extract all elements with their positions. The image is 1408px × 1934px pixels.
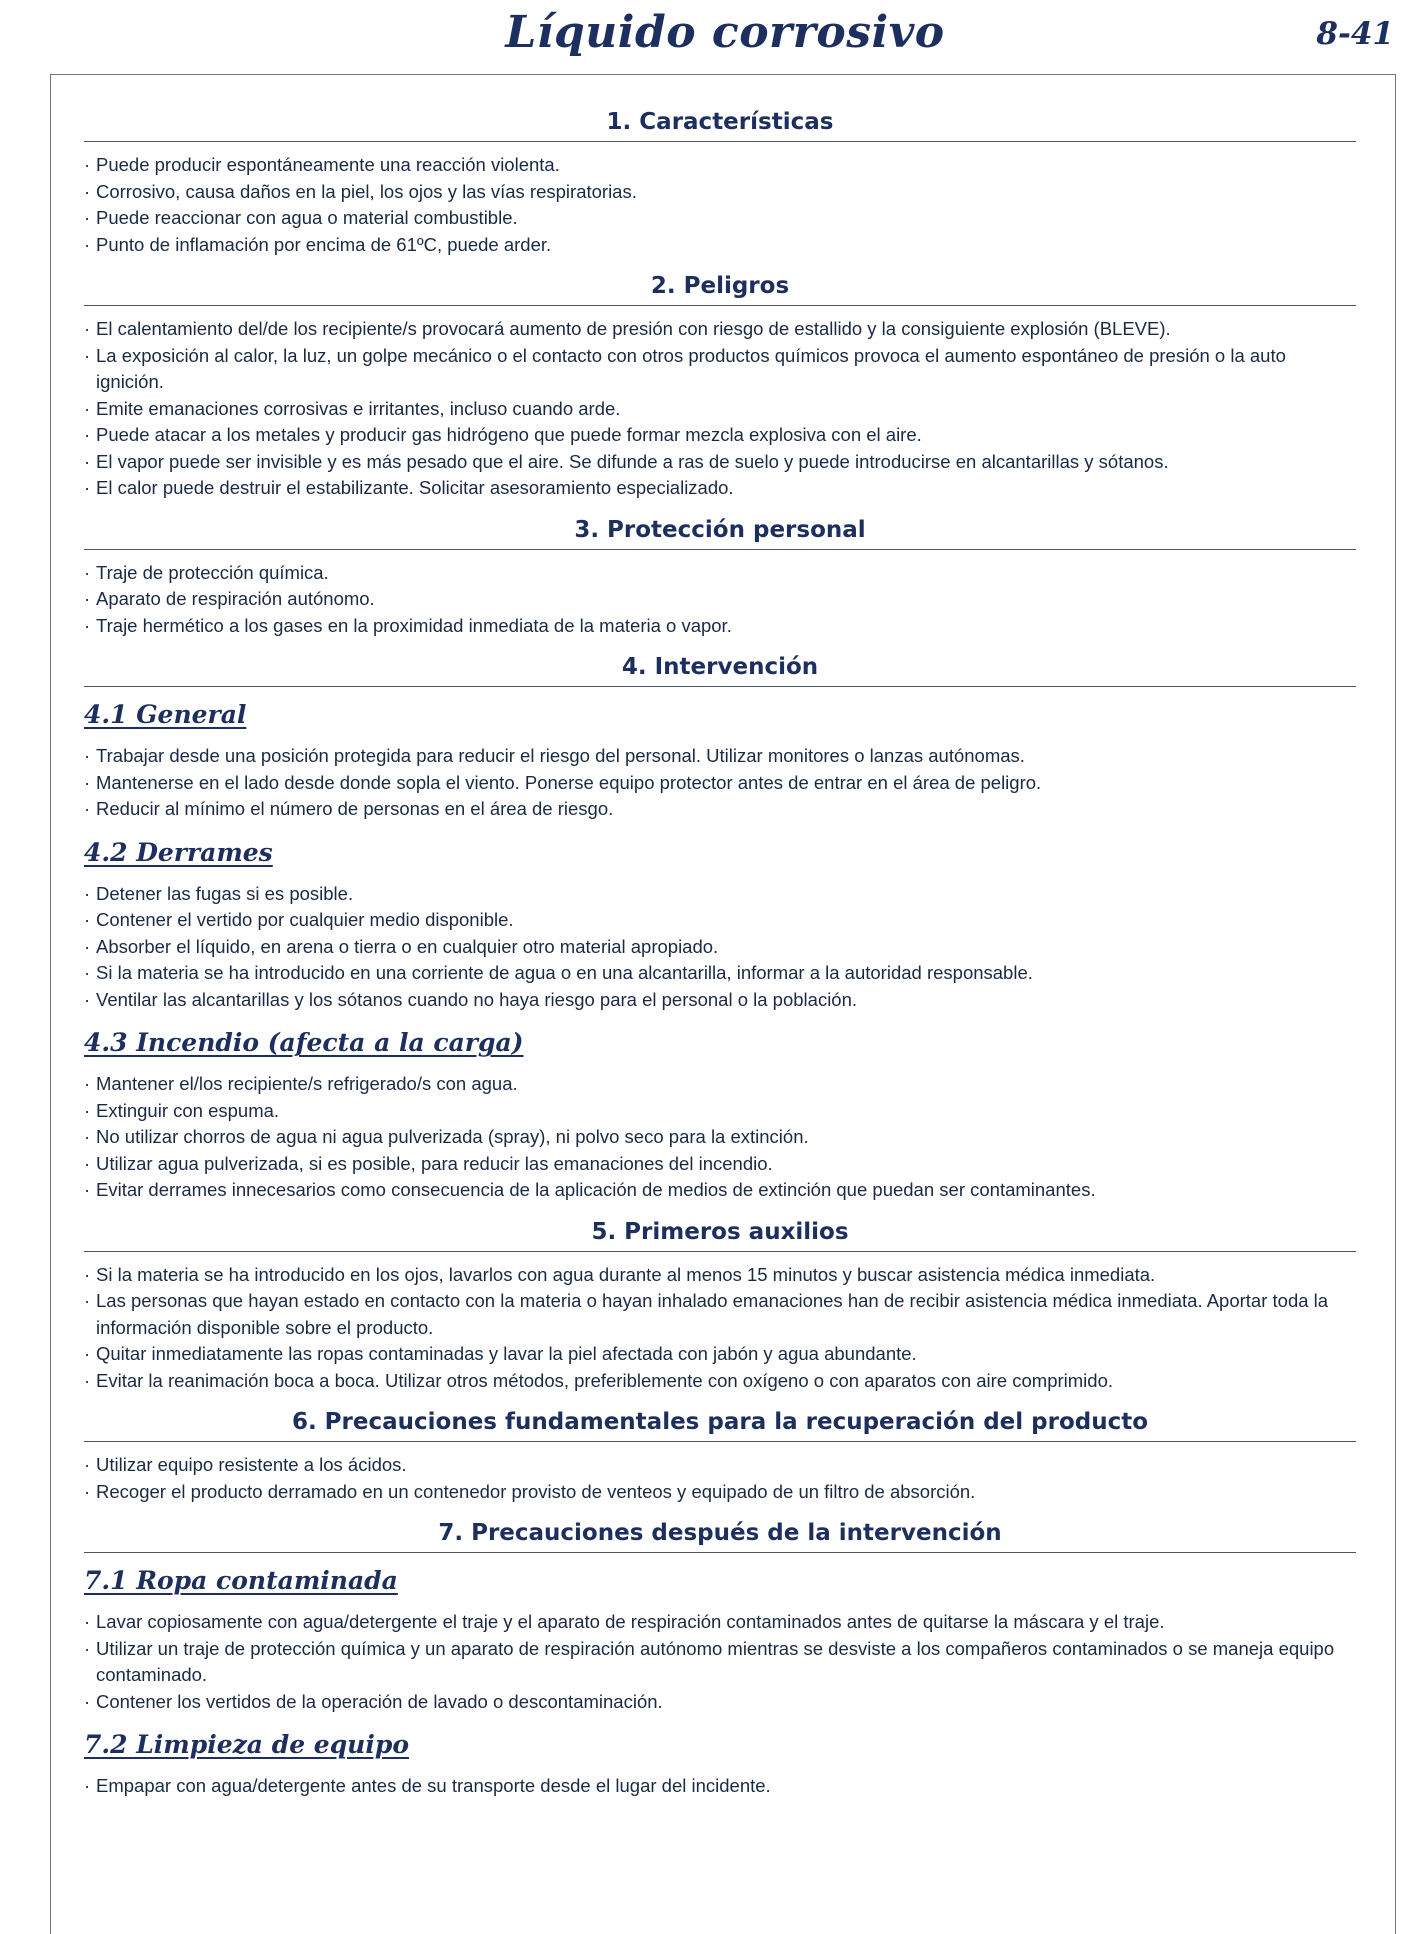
bullet-list <box>84 1609 1356 1715</box>
subsection-title-limpieza-equipo: 7.2 Limpieza de equipo <box>84 1730 410 1759</box>
list-item: · El calentamiento del/de los recipiente/s provocará aumento de presión con riesgo de estallido y la consiguiente explosión (BLEVE). <box>84 316 1356 343</box>
section-title: 1. Características <box>84 106 1356 142</box>
section-title: 6. Precauciones fundamentales para la recuperación del producto <box>84 1406 1356 1442</box>
list-item: · Traje de protección química. <box>84 560 1356 587</box>
list-item: · Evitar derrames innecesarios como consecuencia de la aplicación de medios de extinción que puedan ser contaminantes. <box>84 1177 1356 1204</box>
list-item: · Puede atacar a los metales y producir gas hidrógeno que puede formar mezcla explosiva con el aire. <box>84 422 1356 449</box>
bullet-list <box>84 1262 1356 1395</box>
section-title: 3. Protección personal <box>84 514 1356 550</box>
subsection-title-derrames: 4.2 Derrames <box>84 837 273 867</box>
list-item: · Recoger el producto derramado en un contenedor provisto de venteos y equipado de un filtro de absorción. <box>84 1479 1356 1506</box>
section-title: 2. Peligros <box>84 270 1356 306</box>
section-title: 5. Primeros auxilios <box>84 1216 1356 1252</box>
bullet-list <box>84 743 1356 823</box>
bullet-list <box>84 560 1356 640</box>
section-precauciones-despues <box>84 1517 1356 1800</box>
bullet-list <box>84 152 1356 258</box>
bullet-list <box>84 316 1356 502</box>
list-item: · Extinguir con espuma. <box>84 1098 1356 1125</box>
list-item: · Puede reaccionar con agua o material combustible. <box>84 205 1356 232</box>
list-item: · Aparato de respiración autónomo. <box>84 586 1356 613</box>
list-item: · Emite emanaciones corrosivas e irritantes, incluso cuando arde. <box>84 396 1356 423</box>
list-item: · Empapar con agua/detergente antes de su transporte desde el lugar del incidente. <box>84 1773 1356 1800</box>
list-item: · Mantenerse en el lado desde donde sopla el viento. Ponerse equipo protector antes de entrar en el área de peligro. <box>84 770 1356 797</box>
section-title: 4. Intervención <box>84 651 1356 687</box>
list-item: · Punto de inflamación por encima de 61ºC, puede arder. <box>84 232 1356 259</box>
list-item: · Puede producir espontáneamente una reacción violenta. <box>84 152 1356 179</box>
list-item: · Corrosivo, causa daños en la piel, los ojos y las vías respiratorias. <box>84 179 1356 206</box>
section-proteccion-personal <box>84 514 1356 640</box>
document-title: Líquido corrosivo <box>505 7 945 58</box>
list-item: · Contener el vertido por cualquier medio disponible. <box>84 907 1356 934</box>
list-item: · Utilizar equipo resistente a los ácidos. <box>84 1452 1356 1479</box>
page-header <box>0 0 1408 66</box>
list-item: · Utilizar un traje de protección química y un aparato de respiración autónomo mientras se desviste a los compañeros contaminados o se maneja equipo contaminado. <box>84 1636 1356 1689</box>
bullet-list <box>84 881 1356 1014</box>
list-item: · Si la materia se ha introducido en una corriente de agua o en una alcantarilla, informar a la autoridad responsable. <box>84 960 1356 987</box>
section-precauciones-recuperacion <box>84 1406 1356 1505</box>
list-item: · No utilizar chorros de agua ni agua pulverizada (spray), ni polvo seco para la extinción. <box>84 1124 1356 1151</box>
subsection-title-general: 4.1 General <box>84 700 247 729</box>
subsection-title-incendio: 4.3 Incendio (afecta a la carga) <box>84 1028 524 1057</box>
list-item: · Traje hermético a los gases en la proximidad inmediata de la materia o vapor. <box>84 613 1356 640</box>
list-item: · Contener los vertidos de la operación de lavado o descontaminación. <box>84 1689 1356 1716</box>
section-primeros-auxilios <box>84 1216 1356 1395</box>
bullet-list <box>84 1452 1356 1505</box>
list-item: · Absorber el líquido, en arena o tierra o en cualquier otro material apropiado. <box>84 934 1356 961</box>
list-item: · Utilizar agua pulverizada, si es posible, para reducir las emanaciones del incendio. <box>84 1151 1356 1178</box>
list-item: · El vapor puede ser invisible y es más pesado que el aire. Se difunde a ras de suelo y puede introducirse en alcantarillas y sótanos. <box>84 449 1356 476</box>
bullet-list <box>84 1773 1356 1800</box>
list-item: · Quitar inmediatamente las ropas contaminadas y lavar la piel afectada con jabón y agua abundante. <box>84 1341 1356 1368</box>
list-item: · Ventilar las alcantarillas y los sótanos cuando no haya riesgo para el personal o la población. <box>84 987 1356 1014</box>
section-peligros <box>84 270 1356 502</box>
subsection-title-ropa-contaminada: 7.1 Ropa contaminada <box>84 1566 398 1595</box>
page-number: 8-41 <box>1316 16 1394 52</box>
list-item: · Las personas que hayan estado en contacto con la materia o hayan inhalado emanaciones han de recibir asistencia médica inmediata. Aportar toda la información disponible sobre el producto. <box>84 1288 1356 1341</box>
list-item: · Si la materia se ha introducido en los ojos, lavarlos con agua durante al menos 15 minutos y buscar asistencia médica inmediata. <box>84 1262 1356 1289</box>
list-item: · El calor puede destruir el estabilizante. Solicitar asesoramiento especializado. <box>84 475 1356 502</box>
section-intervencion <box>84 651 1356 1204</box>
section-caracteristicas <box>84 106 1356 258</box>
list-item: · Reducir al mínimo el número de personas en el área de riesgo. <box>84 796 1356 823</box>
list-item: · Detener las fugas si es posible. <box>84 881 1356 908</box>
list-item: · Lavar copiosamente con agua/detergente el traje y el aparato de respiración contaminados antes de quitarse la máscara y el traje. <box>84 1609 1356 1636</box>
section-title: 7. Precauciones después de la intervención <box>84 1517 1356 1553</box>
document-body <box>84 106 1356 1812</box>
list-item: · Mantener el/los recipiente/s refrigerado/s con agua. <box>84 1071 1356 1098</box>
list-item: · La exposición al calor, la luz, un golpe mecánico o el contacto con otros productos químicos provoca el aumento espontáneo de presión o la auto ignición. <box>84 343 1356 396</box>
list-item: · Evitar la reanimación boca a boca. Utilizar otros métodos, preferiblemente con oxígeno o con aparatos con aire comprimido. <box>84 1368 1356 1395</box>
list-item: · Trabajar desde una posición protegida para reducir el riesgo del personal. Utilizar monitores o lanzas autónomas. <box>84 743 1356 770</box>
bullet-list <box>84 1071 1356 1204</box>
